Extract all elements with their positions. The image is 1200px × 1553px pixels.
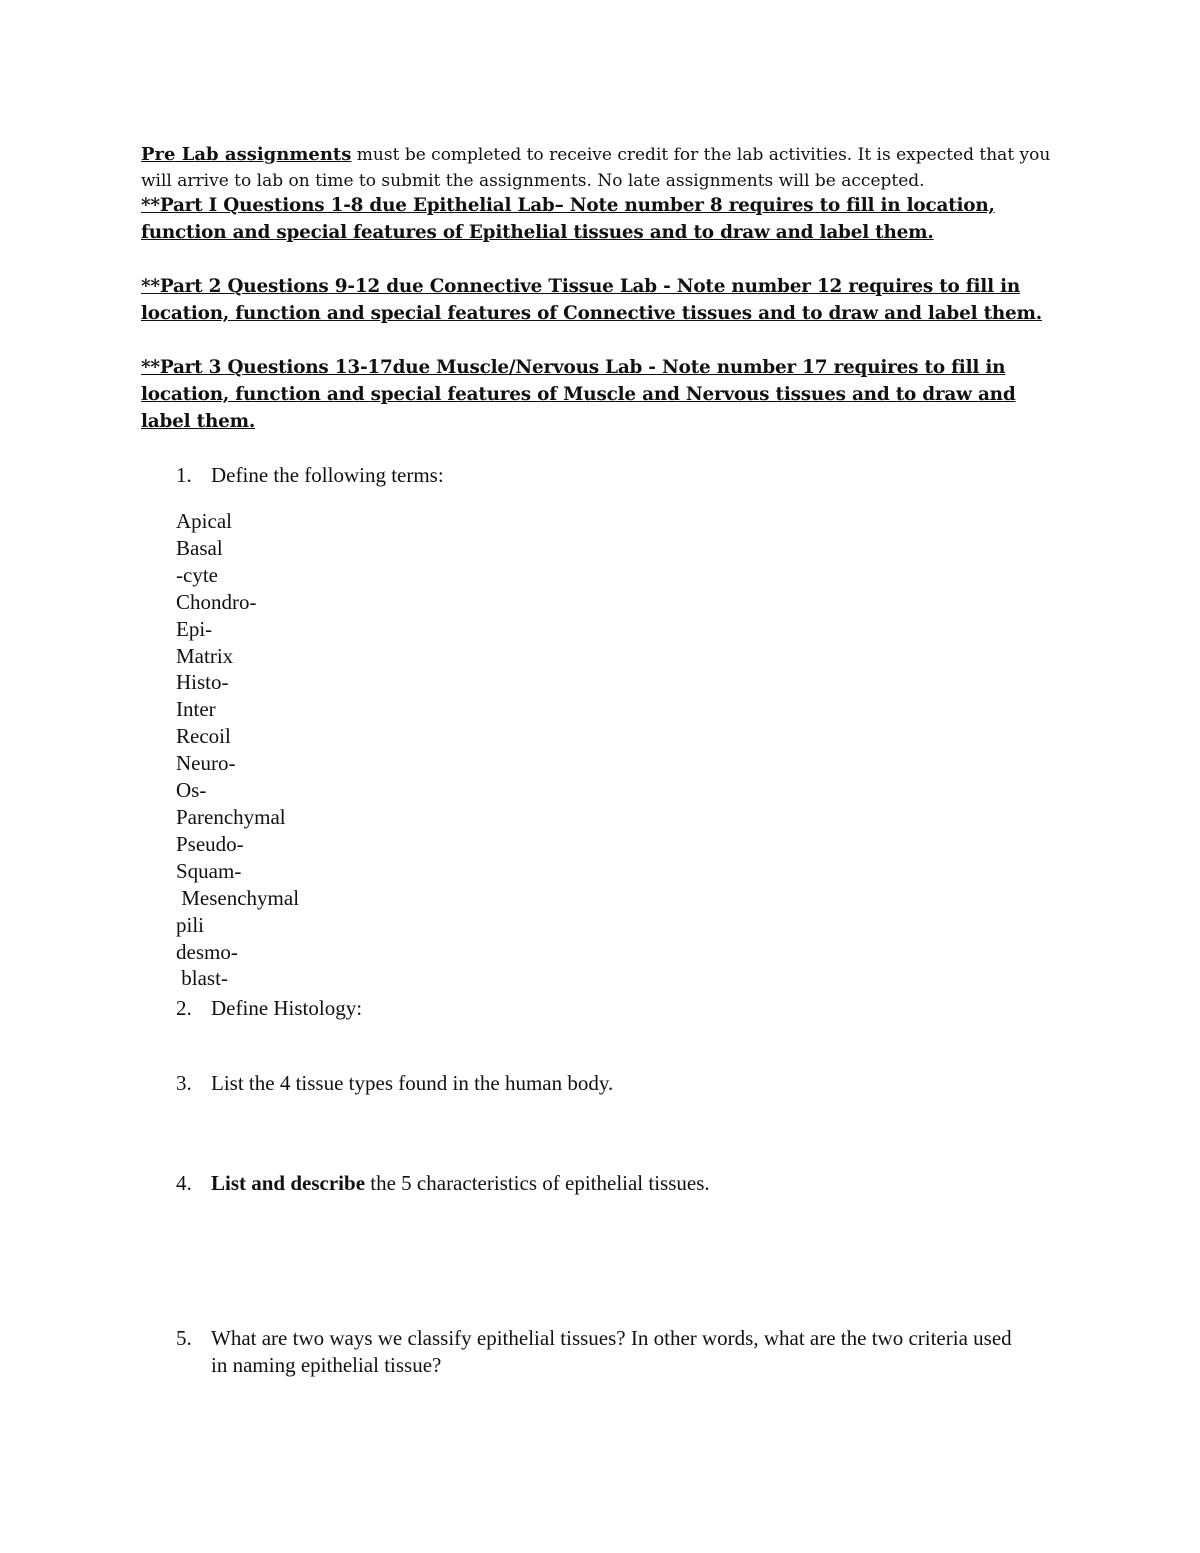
term-item: blast- <box>176 966 228 991</box>
term-item: Squam- <box>176 858 242 883</box>
term-item: Recoil <box>176 724 231 749</box>
question-number: 2. <box>176 996 192 1020</box>
intro-text: must be completed to receive credit for the lab activities. It is expected that you will arrive to lab on time to submit the assignments. No late assignments will be accepted. <box>141 145 1051 191</box>
term-item: Apical <box>176 509 232 533</box>
question-4 <box>176 1170 1056 1197</box>
question-text: What are two ways we classify epithelial tissues? In other words, what are the two criteria used in naming epithelial tissue? <box>211 1326 1012 1377</box>
term-item: pili <box>176 912 205 937</box>
term-item: Matrix <box>176 643 234 668</box>
question-1 <box>176 462 1056 489</box>
term-item: Basal <box>176 535 223 560</box>
question-emphasis: List and describe <box>211 1171 366 1195</box>
question-number: 3. <box>176 1071 192 1095</box>
term-item: Chondro- <box>176 589 257 614</box>
part-1-note: **Part I Questions 1-8 due Epithelial Lab– Note number 8 requires to fill in location, function and special features of Epithelial tissues and to draw and label them. <box>141 195 995 243</box>
question-5 <box>176 1325 1056 1385</box>
term-item: Inter <box>176 697 216 722</box>
term-item: Pseudo- <box>176 831 244 856</box>
term-item: Histo- <box>176 670 229 695</box>
intro-paragraph <box>141 142 1061 194</box>
term-item: desmo- <box>176 939 238 964</box>
term-item: Mesenchymal <box>176 885 300 910</box>
question-number: 4. <box>176 1171 192 1195</box>
part-3-note: **Part 3 Questions 13-17due Muscle/Nervous Lab - Note number 17 requires to fill in location, function and special features of Muscle and Nervous tissues and to draw and label them. <box>141 357 1016 432</box>
question-number: 5. <box>176 1326 192 1350</box>
terms-list <box>176 508 476 992</box>
question-text: Define Histology: <box>211 996 363 1020</box>
question-text: Define the following terms: <box>211 463 444 487</box>
term-item: Neuro- <box>176 751 236 776</box>
question-text: the 5 characteristics of epithelial tissues. <box>365 1171 710 1195</box>
question-2 <box>176 995 1056 1022</box>
part-2-note: **Part 2 Questions 9-12 due Connective Tissue Lab - Note number 12 requires to fill in location, function and special features of Connective tissues and to draw and label them. <box>141 276 1043 324</box>
term-item: -cyte <box>176 562 218 587</box>
term-item: Epi- <box>176 616 213 641</box>
question-3 <box>176 1070 1056 1097</box>
term-item: Parenchymal <box>176 804 286 829</box>
question-number: 1. <box>176 463 192 487</box>
intro-lead: Pre Lab assignments <box>141 144 352 165</box>
term-item: Os- <box>176 778 207 803</box>
question-text: List the 4 tissue types found in the human body. <box>211 1071 614 1095</box>
